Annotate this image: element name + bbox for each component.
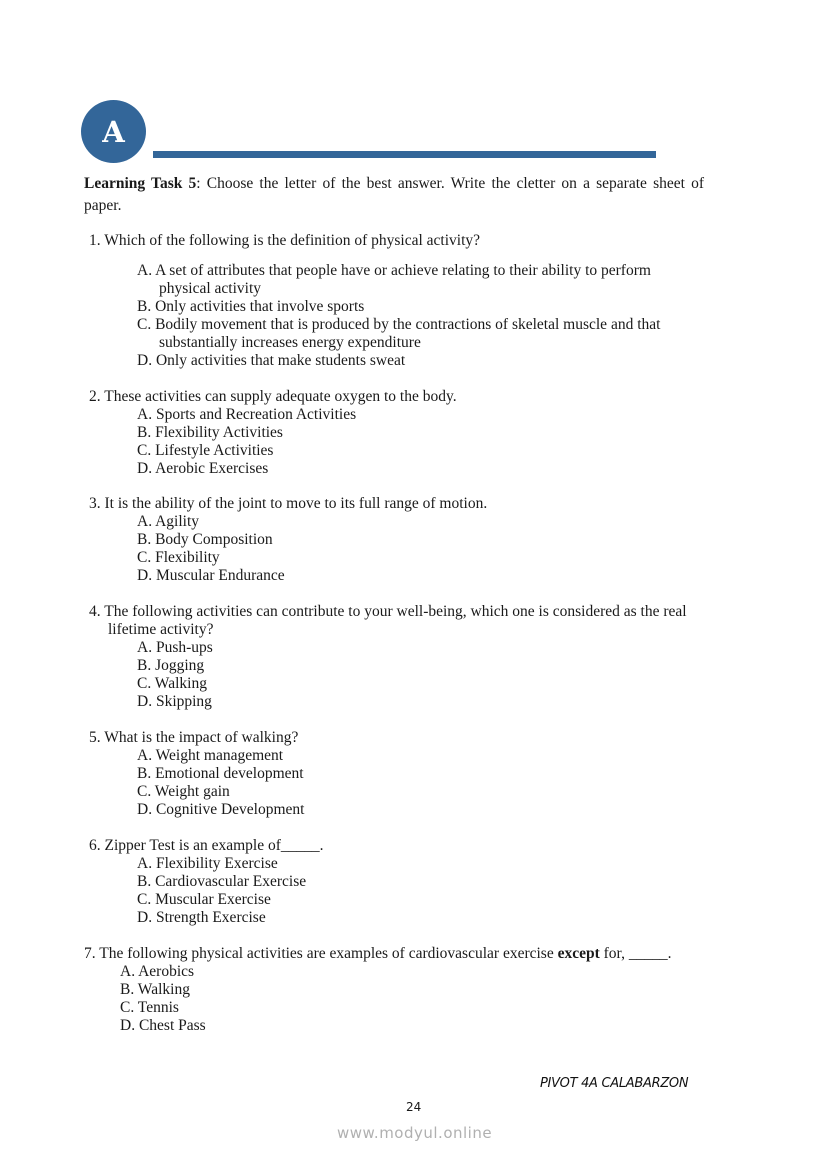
question-text	[84, 729, 704, 747]
question-number: 5.	[89, 729, 101, 746]
question-number: 2.	[89, 388, 101, 405]
question-stem: What is the impact of walking?	[104, 729, 299, 746]
question-number: 6.	[89, 837, 101, 854]
question-number: 1.	[89, 232, 101, 249]
answer-option: A. Push-ups	[137, 639, 213, 656]
option-list	[84, 963, 704, 1035]
header-rule	[153, 151, 656, 158]
answer-option: C. Bodily movement that is produced by the contractions of skeletal muscle and that substantially increases energy expenditure	[137, 316, 661, 351]
answer-option: A. Sports and Recreation Activities	[137, 406, 357, 423]
answer-option: D. Chest Pass	[120, 1017, 206, 1034]
question-text	[84, 945, 704, 963]
answer-option: C. Walking	[137, 675, 207, 692]
question-suffix: for, _____.	[599, 945, 672, 962]
watermark: www.modyul.online	[337, 1124, 493, 1142]
question-text	[84, 603, 704, 639]
answer-option: D. Strength Exercise	[137, 909, 266, 926]
section-badge: A	[81, 100, 146, 163]
answer-option: B. Emotional development	[137, 765, 304, 782]
question-5	[84, 729, 704, 819]
question-3	[84, 495, 704, 585]
answer-option: B. Only activities that involve sports	[137, 298, 365, 315]
option-list	[84, 639, 704, 711]
answer-option: B. Body Composition	[137, 531, 273, 548]
answer-option: B. Flexibility Activities	[137, 424, 283, 441]
question-text	[84, 495, 704, 513]
page-number: 24	[406, 1100, 422, 1114]
question-stem: Zipper Test is an example of_____.	[104, 837, 324, 854]
answer-option: A. Aerobics	[120, 963, 195, 980]
question-stem: The following activities can contribute to your well-being, which one is considered as the real lifetime activity?	[104, 603, 687, 638]
question-stem: These activities can supply adequate oxygen to the body.	[104, 388, 457, 405]
answer-option: D. Cognitive Development	[137, 801, 305, 818]
answer-option: D. Muscular Endurance	[137, 567, 285, 584]
question-number: 4.	[89, 603, 101, 620]
footer-series: PIVOT 4A CALABARZON	[540, 1076, 689, 1091]
question-stem: Which of the following is the definition of physical activity?	[104, 232, 481, 249]
answer-option: C. Tennis	[120, 999, 179, 1016]
task-instructions	[84, 173, 704, 217]
answer-option: C. Weight gain	[137, 783, 230, 800]
emphasis: except	[557, 945, 600, 962]
answer-option: B. Jogging	[137, 657, 205, 674]
question-stem: It is the ability of the joint to move to its full range of motion.	[104, 495, 488, 512]
option-list	[84, 513, 704, 585]
question-text	[84, 232, 704, 250]
question-stem: The following physical activities are examples of cardiovascular exercise	[99, 945, 558, 962]
question-1	[84, 232, 704, 370]
answer-option: C. Muscular Exercise	[137, 891, 271, 908]
answer-option: C. Lifestyle Activities	[137, 442, 274, 459]
option-list	[84, 747, 704, 819]
answer-option: D. Only activities that make students sweat	[137, 352, 406, 369]
task-label: Learning Task 5	[84, 175, 197, 192]
task-text: : Choose the letter of the best answer. Write the cletter on a separate sheet of paper.	[84, 175, 704, 214]
answer-option: B. Walking	[120, 981, 190, 998]
question-text	[84, 388, 704, 406]
question-text	[84, 837, 704, 855]
question-4	[84, 603, 704, 711]
answer-option: A. Weight management	[137, 747, 284, 764]
question-7	[84, 945, 704, 1035]
option-list	[84, 406, 704, 478]
answer-option: A. A set of attributes that people have or achieve relating to their ability to perform physical activity	[137, 262, 651, 297]
answer-option: C. Flexibility	[137, 549, 220, 566]
answer-option: A. Flexibility Exercise	[137, 855, 278, 872]
option-list	[84, 262, 704, 370]
answer-option: D. Skipping	[137, 693, 212, 710]
question-2	[84, 388, 704, 478]
question-number: 7.	[84, 945, 96, 962]
answer-option: D. Aerobic Exercises	[137, 460, 269, 477]
answer-option: B. Cardiovascular Exercise	[137, 873, 307, 890]
question-number: 3.	[89, 495, 101, 512]
option-list	[84, 855, 704, 927]
question-6	[84, 837, 704, 927]
answer-option: A. Agility	[137, 513, 200, 530]
